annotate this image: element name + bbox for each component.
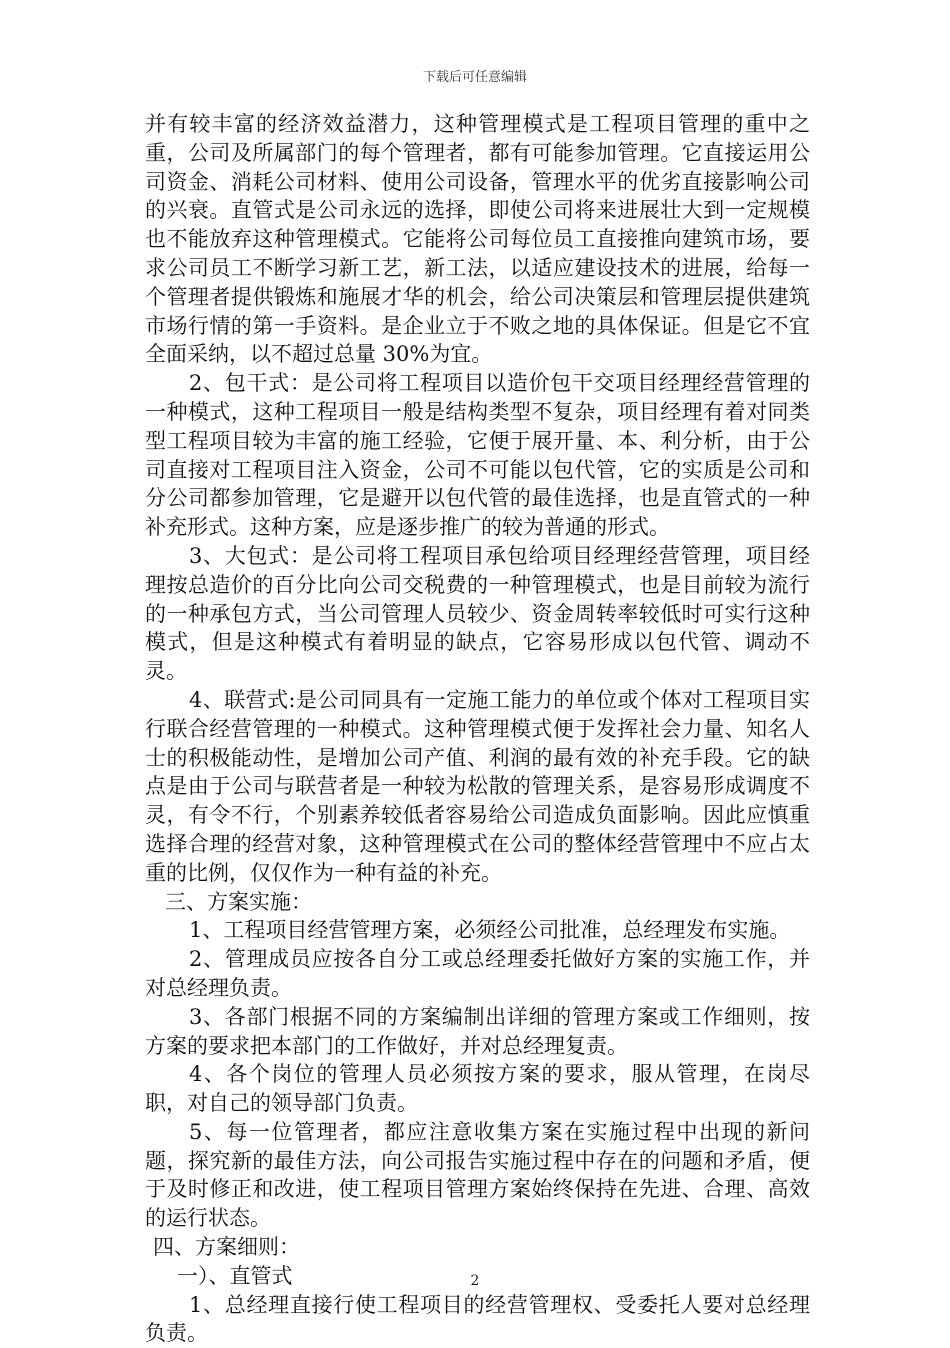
paragraph: 4、各个岗位的管理人员必须按方案的要求，服从管理，在岗尽职，对自己的领导部门负责。 [145,1062,810,1116]
paragraph: 5、每一位管理者，都应注意收集方案在实施过程中出现的新问题，探究新的最佳方法，向公司报告实施过程中存在的问题和矛盾，便于及时修正和改进，使工程项目管理方案始终保持在先进、合理、高效的运行状态。 [145,1119,810,1231]
subsection-heading: 一）、直管式 [177,1263,293,1288]
paragraph: 并有较丰富的经济效益潜力，这种管理模式是工程项目管理的重中之重，公司及所属部门的每个管理者，都有可能参加管理。它直接运用公司资金、消耗公司材料、使用公司设备，管理水平的优劣直接影响公司的兴衰。直管式是公司永远的选择，即使公司将来进展壮大到一定规模也不能放弃这种管理模式。它能将公司每位员工直接推向建筑市场，要求公司员工不断学习新工艺，新工法，以适应建设技术的进展，给每一个管理者提供锻炼和施展才华的机会，给公司决策层和管理层提供建筑市场行情的第一手资料。是企业立于不败之地的具体保证。但是它不宜全面采纳，以不超过总量 30%为宜。 [145,112,810,367]
page-number: 2 [470,1273,480,1289]
paragraph: 2、管理成员应按各自分工或总经理委托做好方案的实施工作，并对总经理负责。 [145,947,810,1000]
section-heading: 三、方案实施： [165,889,312,914]
paragraph: 3、各部门根据不同的方案编制出详细的管理方案或工作细则，按方案的要求把本部门的工作做好，并对总经理复责。 [145,1004,810,1058]
section-heading: 四、方案细则： [153,1235,300,1260]
document-body [145,110,810,1348]
paragraph: 1、总经理直接行使工程项目的经营管理权、受委托人要对总经理负责。 [145,1292,810,1346]
page-header-note: 下载后可任意编辑 [422,70,527,85]
paragraph: 4、联营式:是公司同具有一定施工能力的单位或个体对工程项目实行联合经营管理的一种模式。这种管理模式便于发挥社会力量、知名人士的积极能动性，是增加公司产值、利润的最有效的补充手段。它的缺点是由于公司与联营者是一种较为松散的管理关系，是容易形成调度不灵，有令不行，个别素养较低者容易给公司造成负面影响。因此应慎重选择合理的经营对象，这种管理模式在公司的整体经营管理中不应占太重的比例，仅仅作为一种有益的补充。 [145,687,810,885]
paragraph: 1、工程项目经营管理方案，必须经公司批准，总经理发布实施。 [189,918,791,943]
paragraph: 3、大包式：是公司将工程项目承包给项目经理经营管理，项目经理按总造价的百分比向公司交税费的一种管理模式，也是目前较为流行的一种承包方式，当公司管理人员较少、资金周转率较低时可实行这种模式，但是这种模式有着明显的缺点，它容易形成以包代管、调动不灵。 [145,543,810,684]
paragraph: 2、包干式：是公司将工程项目以造价包干交项目经理经营管理的一种模式，这种工程项目一般是结构类型不复杂，项目经理有着对同类型工程项目较为丰富的施工经验，它便于展开量、本、利分析，由于公司直接对工程项目注入资金，公司不可能以包代管，它的实质是公司和分公司都参加管理，它是避开以包代管的最佳选择，也是直管式的一种补充形式。这种方案，应是逐步推广的较为普通的形式。 [145,371,810,540]
